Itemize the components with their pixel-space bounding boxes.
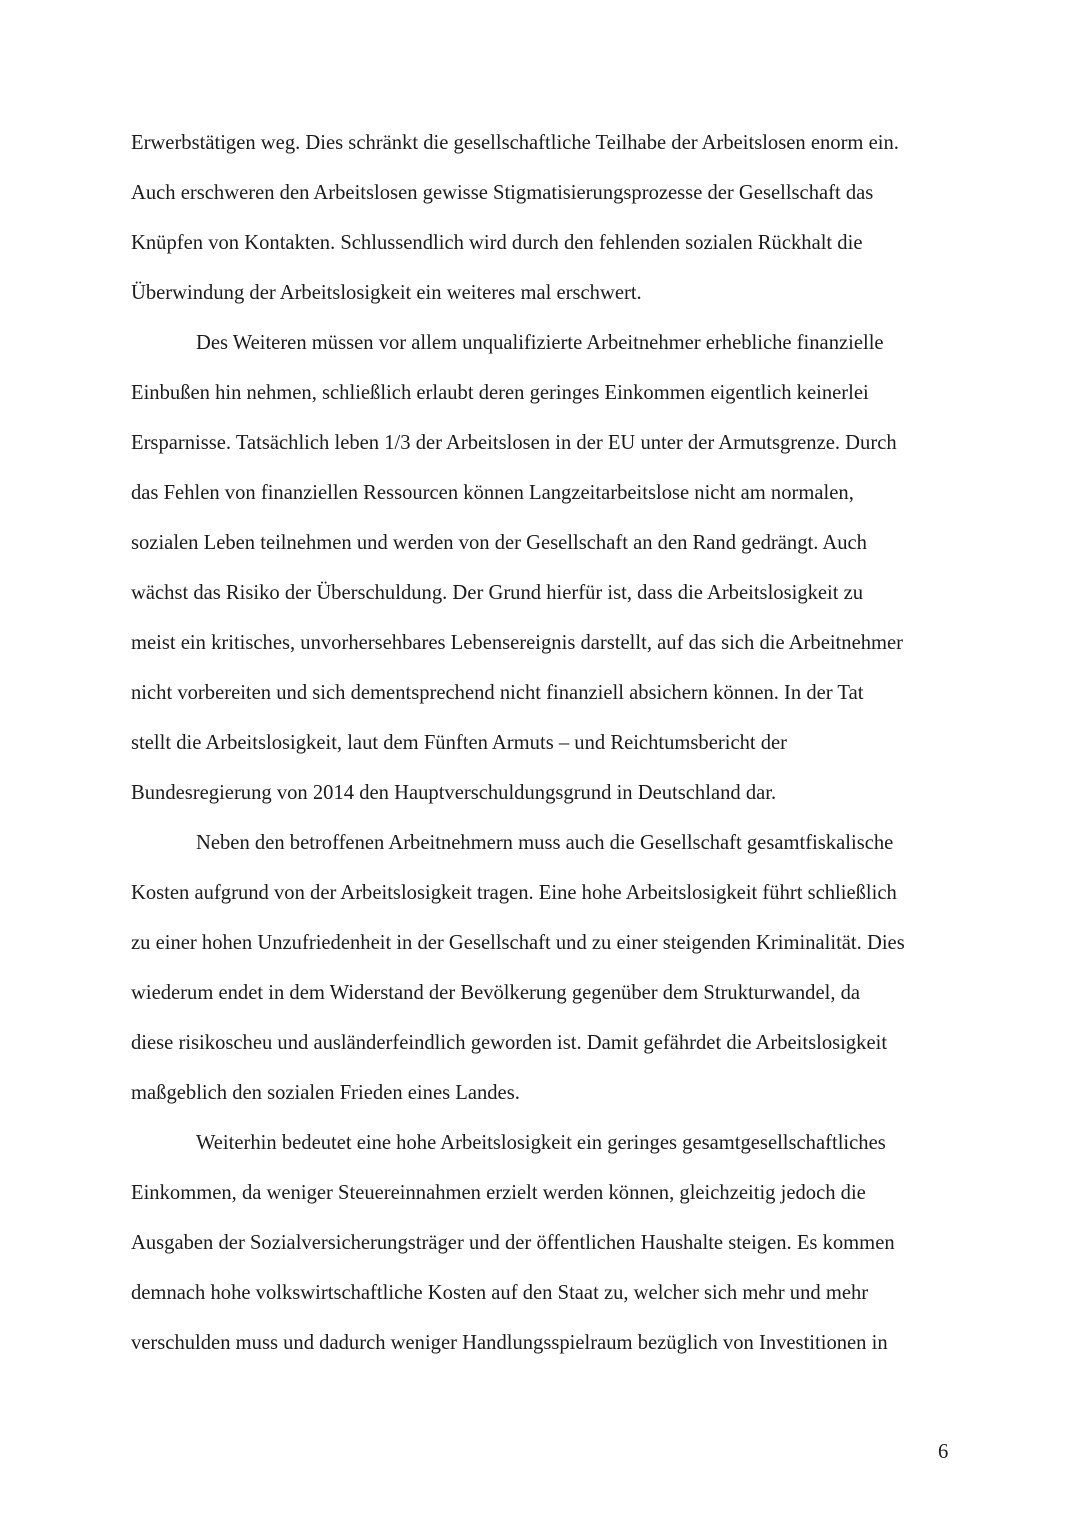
text-line: nicht vorbereiten und sich dementsprechend nicht finanziell absichern können. In der Tat: [131, 682, 864, 704]
paragraph-first-line: Weiterhin bedeutet eine hohe Arbeitslosigkeit ein geringes gesamtgesellschaftliches: [196, 1132, 886, 1154]
text-line: verschulden muss und dadurch weniger Handlungsspielraum bezüglich von Investitionen in: [131, 1332, 888, 1354]
text-line: Auch erschweren den Arbeitslosen gewisse Stigmatisierungsprozesse der Gesellschaft das: [131, 182, 874, 204]
text-line: Einbußen hin nehmen, schließlich erlaubt deren geringes Einkommen eigentlich keinerlei: [131, 382, 869, 404]
text-line: sozialen Leben teilnehmen und werden von der Gesellschaft an den Rand gedrängt. Auch: [131, 532, 867, 554]
text-line: Überwindung der Arbeitslosigkeit ein weiteres mal erschwert.: [131, 282, 642, 304]
page-number: 6: [938, 1441, 949, 1463]
text-line: Kosten aufgrund von der Arbeitslosigkeit tragen. Eine hohe Arbeitslosigkeit führt schließlich: [131, 882, 897, 904]
text-line: Knüpfen von Kontakten. Schlussendlich wird durch den fehlenden sozialen Rückhalt die: [131, 232, 863, 254]
text-line: meist ein kritisches, unvorhersehbares Lebensereignis darstellt, auf das sich die Arbeitnehmer: [131, 632, 904, 654]
text-line: das Fehlen von finanziellen Ressourcen können Langzeitarbeitslose nicht am normalen,: [131, 482, 854, 504]
text-line: Einkommen, da weniger Steuereinnahmen erzielt werden können, gleichzeitig jedoch die: [131, 1182, 866, 1204]
text-line: demnach hohe volkswirtschaftliche Kosten auf den Staat zu, welcher sich mehr und mehr: [131, 1282, 869, 1304]
text-line: Ersparnisse. Tatsächlich leben 1/3 der Arbeitslosen in der EU unter der Armutsgrenze. Durch: [131, 432, 897, 454]
paragraph-first-line: Des Weiteren müssen vor allem unqualifizierte Arbeitnehmer erhebliche finanzielle: [196, 332, 884, 354]
text-line: Erwerbstätigen weg. Dies schränkt die gesellschaftliche Teilhabe der Arbeitslosen enorm ein.: [131, 132, 899, 154]
text-line: wächst das Risiko der Überschuldung. Der Grund hierfür ist, dass die Arbeitslosigkeit zu: [131, 582, 864, 604]
text-line: maßgeblich den sozialen Frieden eines Landes.: [131, 1082, 520, 1104]
text-line: diese risikoscheu und ausländerfeindlich geworden ist. Damit gefährdet die Arbeitslosigkeit: [131, 1032, 888, 1054]
text-line: stellt die Arbeitslosigkeit, laut dem Fünften Armuts – und Reichtumsbericht der: [131, 732, 788, 754]
text-line: Bundesregierung von 2014 den Hauptverschuldungsgrund in Deutschland dar.: [131, 782, 777, 804]
text-line: zu einer hohen Unzufriedenheit in der Gesellschaft und zu einer steigenden Kriminalität. Dies: [131, 932, 905, 954]
text-line: Ausgaben der Sozialversicherungsträger und der öffentlichen Haushalte steigen. Es kommen: [131, 1232, 895, 1254]
text-line: wiederum endet in dem Widerstand der Bevölkerung gegenüber dem Strukturwandel, da: [131, 982, 861, 1004]
paragraph-first-line: Neben den betroffenen Arbeitnehmern muss auch die Gesellschaft gesamtfiskalische: [196, 832, 894, 854]
